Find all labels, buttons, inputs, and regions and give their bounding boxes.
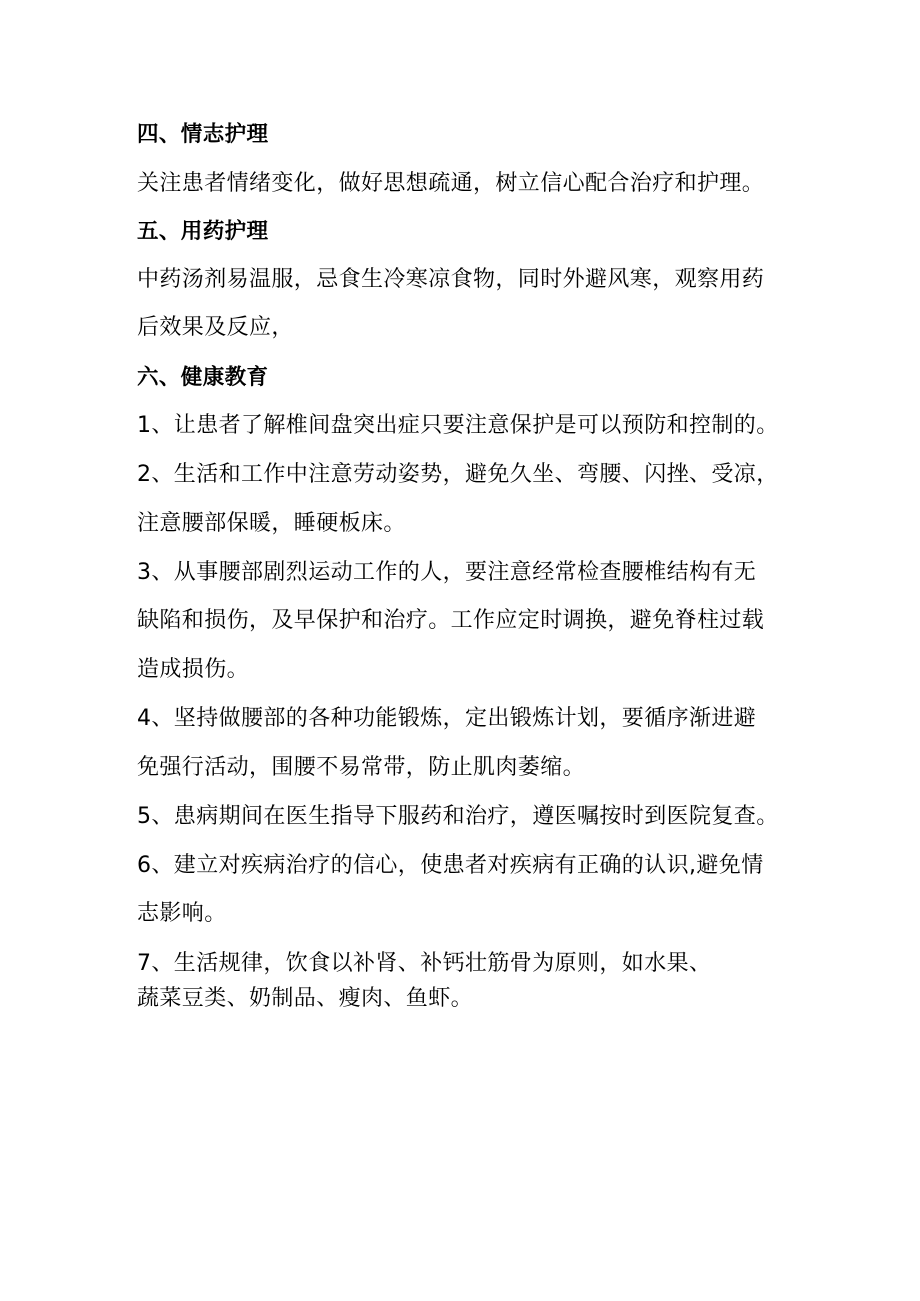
list-item-7-line: 蔬菜豆类、奶制品、瘦肉、鱼虾。: [137, 986, 474, 1011]
section-heading-emotional-care: 四、情志护理: [137, 122, 269, 147]
list-item-3-line: 3、从事腰部剧烈运动工作的人，要注意经常检查腰椎结构有无: [137, 560, 757, 585]
list-item-4-line: 免强行活动，围腰不易常带，防止肌肉萎缩。: [137, 755, 586, 780]
section-heading-medication-care: 五、用药护理: [137, 219, 269, 244]
list-item-5-line: 5、患病期间在医生指导下服药和治疗，遵医嘱按时到医院复查。: [137, 804, 779, 829]
list-item-2-line: 2、生活和工作中注意劳动姿势，避免久坐、弯腰、闪挫、受凉，: [137, 462, 779, 487]
list-item-3-line: 缺陷和损伤，及早保护和治疗。工作应定时调换，避免脊柱过载: [137, 608, 765, 633]
list-item-4-line: 4、坚持做腰部的各种功能锻炼，定出锻炼计划，要循序渐进避: [137, 706, 757, 731]
list-item-3-line: 造成损伤。: [137, 657, 250, 682]
list-item-6-line: 志影响。: [137, 901, 227, 926]
paragraph-line: 关注患者情绪变化，做好思想疏通，树立信心配合治疗和护理。: [137, 171, 765, 196]
list-item-2-line: 注意腰部保暖，睡硬板床。: [137, 511, 406, 536]
list-item-7-line: 7、生活规律，饮食以补肾、补钙壮筋骨为原则，如水果、: [137, 951, 712, 976]
paragraph-line: 中药汤剂易温服，忌食生冷寒凉食物，同时外避风寒，观察用药: [137, 267, 765, 292]
paragraph-line: 后效果及反应，: [137, 315, 294, 340]
list-item-6-line: 6、建立对疾病治疗的信心，使患者对疾病有正确的认识,避免情: [137, 853, 764, 878]
list-item-1-line: 1、让患者了解椎间盘突出症只要注意保护是可以预防和控制的。: [137, 413, 779, 438]
section-heading-health-education: 六、健康教育: [137, 365, 269, 390]
